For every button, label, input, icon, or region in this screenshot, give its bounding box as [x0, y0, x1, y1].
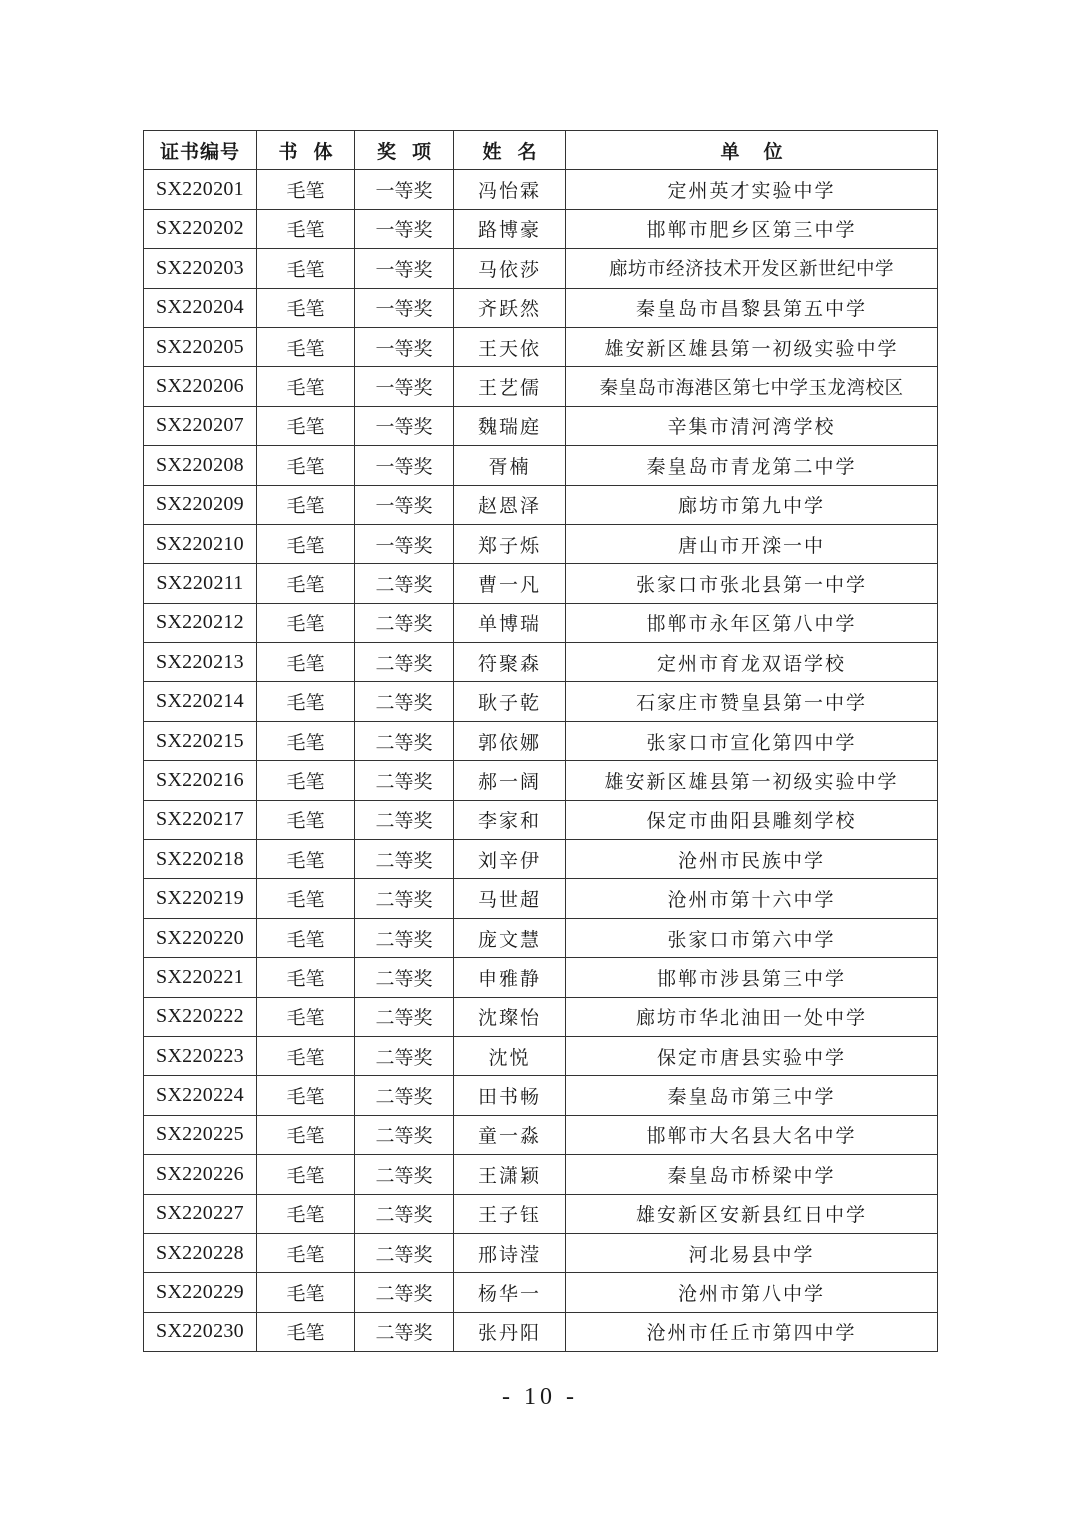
cell-style: 毛笔 [257, 249, 355, 288]
cell-code: SX220228 [144, 1233, 257, 1272]
cell-style: 毛笔 [257, 524, 355, 563]
table-row [144, 524, 938, 563]
cell-unit: 雄安新区雄县第一初级实验中学 [566, 761, 938, 800]
cell-code: SX220212 [144, 603, 257, 642]
page-number: - 10 - [502, 1384, 578, 1410]
cell-award: 二等奖 [355, 1115, 454, 1154]
cell-award: 二等奖 [355, 1076, 454, 1115]
cell-style: 毛笔 [257, 1233, 355, 1272]
cell-style: 毛笔 [257, 682, 355, 721]
cell-style: 毛笔 [257, 209, 355, 248]
cell-style: 毛笔 [257, 603, 355, 642]
cell-unit: 廊坊市经济技术开发区新世纪中学 [566, 249, 938, 288]
cell-award: 二等奖 [355, 800, 454, 839]
cell-code: SX220213 [144, 643, 257, 682]
cell-code: SX220217 [144, 800, 257, 839]
cell-unit: 定州英才实验中学 [566, 170, 938, 209]
table-row [144, 1194, 938, 1233]
table-row [144, 958, 938, 997]
cell-unit: 廊坊市华北油田一处中学 [566, 997, 938, 1036]
cell-name: 沈璨怡 [454, 997, 566, 1036]
cell-award: 二等奖 [355, 1312, 454, 1351]
cell-style: 毛笔 [257, 1076, 355, 1115]
cell-code: SX220205 [144, 327, 257, 366]
cell-unit: 石家庄市赞皇县第一中学 [566, 682, 938, 721]
table-row [144, 209, 938, 248]
cell-award: 一等奖 [355, 170, 454, 209]
table-header-row [144, 131, 938, 170]
cell-style: 毛笔 [257, 288, 355, 327]
cell-unit: 秦皇岛市昌黎县第五中学 [566, 288, 938, 327]
cell-unit: 沧州市任丘市第四中学 [566, 1312, 938, 1351]
cell-award: 一等奖 [355, 446, 454, 485]
cell-unit: 雄安新区安新县红日中学 [566, 1194, 938, 1233]
cell-code: SX220227 [144, 1194, 257, 1233]
cell-award: 二等奖 [355, 879, 454, 918]
cell-unit: 邯郸市大名县大名中学 [566, 1115, 938, 1154]
cell-award: 二等奖 [355, 1155, 454, 1194]
header-unit: 单位 [566, 131, 938, 170]
table-row [144, 918, 938, 957]
cell-style: 毛笔 [257, 327, 355, 366]
cell-style: 毛笔 [257, 446, 355, 485]
cell-name: 马世超 [454, 879, 566, 918]
cell-style: 毛笔 [257, 800, 355, 839]
cell-style: 毛笔 [257, 840, 355, 879]
cell-unit: 邯郸市涉县第三中学 [566, 958, 938, 997]
cell-name: 马依莎 [454, 249, 566, 288]
table-row [144, 288, 938, 327]
cell-style: 毛笔 [257, 997, 355, 1036]
table-row [144, 840, 938, 879]
cell-award: 一等奖 [355, 367, 454, 406]
cell-name: 齐跃然 [454, 288, 566, 327]
cell-unit: 邯郸市永年区第八中学 [566, 603, 938, 642]
cell-code: SX220204 [144, 288, 257, 327]
cell-code: SX220209 [144, 485, 257, 524]
cell-award: 一等奖 [355, 288, 454, 327]
table-row [144, 1115, 938, 1154]
table-row [144, 1076, 938, 1115]
cell-award: 二等奖 [355, 997, 454, 1036]
cell-name: 王艺儒 [454, 367, 566, 406]
cell-name: 符聚森 [454, 643, 566, 682]
cell-style: 毛笔 [257, 761, 355, 800]
cell-style: 毛笔 [257, 1194, 355, 1233]
cell-style: 毛笔 [257, 367, 355, 406]
table-row [144, 406, 938, 445]
cell-name: 杨华一 [454, 1273, 566, 1312]
cell-award: 一等奖 [355, 406, 454, 445]
cell-name: 庞文慧 [454, 918, 566, 957]
cell-name: 田书畅 [454, 1076, 566, 1115]
header-code: 证书编号 [144, 131, 257, 170]
cell-unit: 定州市育龙双语学校 [566, 643, 938, 682]
cell-unit: 张家口市宣化第四中学 [566, 721, 938, 760]
cell-unit: 沧州市第十六中学 [566, 879, 938, 918]
cell-style: 毛笔 [257, 643, 355, 682]
table-row [144, 170, 938, 209]
cell-unit: 秦皇岛市桥梁中学 [566, 1155, 938, 1194]
table-row [144, 800, 938, 839]
cell-style: 毛笔 [257, 406, 355, 445]
table-row [144, 643, 938, 682]
cell-code: SX220225 [144, 1115, 257, 1154]
cell-code: SX220223 [144, 1036, 257, 1075]
cell-award: 二等奖 [355, 1273, 454, 1312]
table-row [144, 997, 938, 1036]
table-row [144, 682, 938, 721]
table-row [144, 1036, 938, 1075]
cell-code: SX220229 [144, 1273, 257, 1312]
cell-award: 二等奖 [355, 958, 454, 997]
cell-code: SX220201 [144, 170, 257, 209]
cell-award: 一等奖 [355, 249, 454, 288]
cell-name: 郑子烁 [454, 524, 566, 563]
cell-name: 王子钰 [454, 1194, 566, 1233]
cell-name: 张丹阳 [454, 1312, 566, 1351]
cell-name: 胥楠 [454, 446, 566, 485]
cell-code: SX220221 [144, 958, 257, 997]
cell-name: 刘辛伊 [454, 840, 566, 879]
cell-award: 二等奖 [355, 1194, 454, 1233]
table-row [144, 1233, 938, 1272]
cell-unit: 沧州市民族中学 [566, 840, 938, 879]
cell-code: SX220203 [144, 249, 257, 288]
table-row [144, 564, 938, 603]
cell-unit: 雄安新区雄县第一初级实验中学 [566, 327, 938, 366]
cell-unit: 张家口市张北县第一中学 [566, 564, 938, 603]
cell-code: SX220226 [144, 1155, 257, 1194]
cell-unit: 保定市唐县实验中学 [566, 1036, 938, 1075]
cell-award: 一等奖 [355, 485, 454, 524]
cell-code: SX220224 [144, 1076, 257, 1115]
cell-code: SX220230 [144, 1312, 257, 1351]
cell-unit: 廊坊市第九中学 [566, 485, 938, 524]
table-row [144, 1312, 938, 1351]
cell-style: 毛笔 [257, 918, 355, 957]
cell-code: SX220211 [144, 564, 257, 603]
table-row [144, 1155, 938, 1194]
cell-style: 毛笔 [257, 958, 355, 997]
cell-style: 毛笔 [257, 1155, 355, 1194]
cell-style: 毛笔 [257, 564, 355, 603]
table-row [144, 327, 938, 366]
cell-unit: 秦皇岛市第三中学 [566, 1076, 938, 1115]
cell-name: 童一淼 [454, 1115, 566, 1154]
cell-name: 李家和 [454, 800, 566, 839]
table-row [144, 367, 938, 406]
table-row [144, 446, 938, 485]
cell-style: 毛笔 [257, 1312, 355, 1351]
cell-style: 毛笔 [257, 721, 355, 760]
cell-award: 二等奖 [355, 603, 454, 642]
cell-award: 二等奖 [355, 1036, 454, 1075]
table-row [144, 485, 938, 524]
cell-name: 郝一阔 [454, 761, 566, 800]
cell-code: SX220206 [144, 367, 257, 406]
cell-name: 王潇颖 [454, 1155, 566, 1194]
table-row [144, 721, 938, 760]
cell-unit: 邯郸市肥乡区第三中学 [566, 209, 938, 248]
cell-award: 二等奖 [355, 840, 454, 879]
cell-unit: 秦皇岛市海港区第七中学玉龙湾校区 [566, 367, 938, 406]
table-row [144, 249, 938, 288]
cell-style: 毛笔 [257, 170, 355, 209]
cell-name: 单博瑞 [454, 603, 566, 642]
cell-unit: 保定市曲阳县雕刻学校 [566, 800, 938, 839]
cell-style: 毛笔 [257, 879, 355, 918]
header-name: 姓名 [454, 131, 566, 170]
cell-award: 二等奖 [355, 682, 454, 721]
cell-award: 二等奖 [355, 643, 454, 682]
cell-code: SX220218 [144, 840, 257, 879]
cell-unit: 张家口市第六中学 [566, 918, 938, 957]
cell-name: 赵恩泽 [454, 485, 566, 524]
table-row [144, 761, 938, 800]
cell-style: 毛笔 [257, 1273, 355, 1312]
cell-name: 沈悦 [454, 1036, 566, 1075]
header-style: 书体 [257, 131, 355, 170]
cell-unit: 河北易县中学 [566, 1233, 938, 1272]
cell-name: 魏瑞庭 [454, 406, 566, 445]
table-row [144, 1273, 938, 1312]
cell-code: SX220220 [144, 918, 257, 957]
cell-unit: 沧州市第八中学 [566, 1273, 938, 1312]
cell-award: 二等奖 [355, 918, 454, 957]
cell-code: SX220215 [144, 721, 257, 760]
cell-award: 一等奖 [355, 327, 454, 366]
cell-code: SX220214 [144, 682, 257, 721]
cell-code: SX220222 [144, 997, 257, 1036]
cell-style: 毛笔 [257, 1115, 355, 1154]
cell-award: 一等奖 [355, 524, 454, 563]
cell-award: 二等奖 [355, 761, 454, 800]
table-row [144, 603, 938, 642]
cell-unit: 唐山市开滦一中 [566, 524, 938, 563]
cell-code: SX220210 [144, 524, 257, 563]
table-body [144, 170, 938, 1352]
cell-unit: 辛集市清河湾学校 [566, 406, 938, 445]
cell-code: SX220207 [144, 406, 257, 445]
cell-award: 二等奖 [355, 564, 454, 603]
cell-code: SX220216 [144, 761, 257, 800]
cell-name: 曹一凡 [454, 564, 566, 603]
cell-name: 王天依 [454, 327, 566, 366]
award-table [143, 130, 938, 1352]
cell-code: SX220219 [144, 879, 257, 918]
header-award: 奖项 [355, 131, 454, 170]
cell-code: SX220202 [144, 209, 257, 248]
cell-name: 耿子乾 [454, 682, 566, 721]
cell-name: 郭依娜 [454, 721, 566, 760]
cell-award: 一等奖 [355, 209, 454, 248]
cell-style: 毛笔 [257, 1036, 355, 1075]
cell-unit: 秦皇岛市青龙第二中学 [566, 446, 938, 485]
cell-name: 冯怡霖 [454, 170, 566, 209]
cell-award: 二等奖 [355, 721, 454, 760]
table-row [144, 879, 938, 918]
cell-award: 二等奖 [355, 1233, 454, 1272]
cell-name: 路博豪 [454, 209, 566, 248]
cell-code: SX220208 [144, 446, 257, 485]
cell-style: 毛笔 [257, 485, 355, 524]
cell-name: 邢诗滢 [454, 1233, 566, 1272]
cell-name: 申雅静 [454, 958, 566, 997]
